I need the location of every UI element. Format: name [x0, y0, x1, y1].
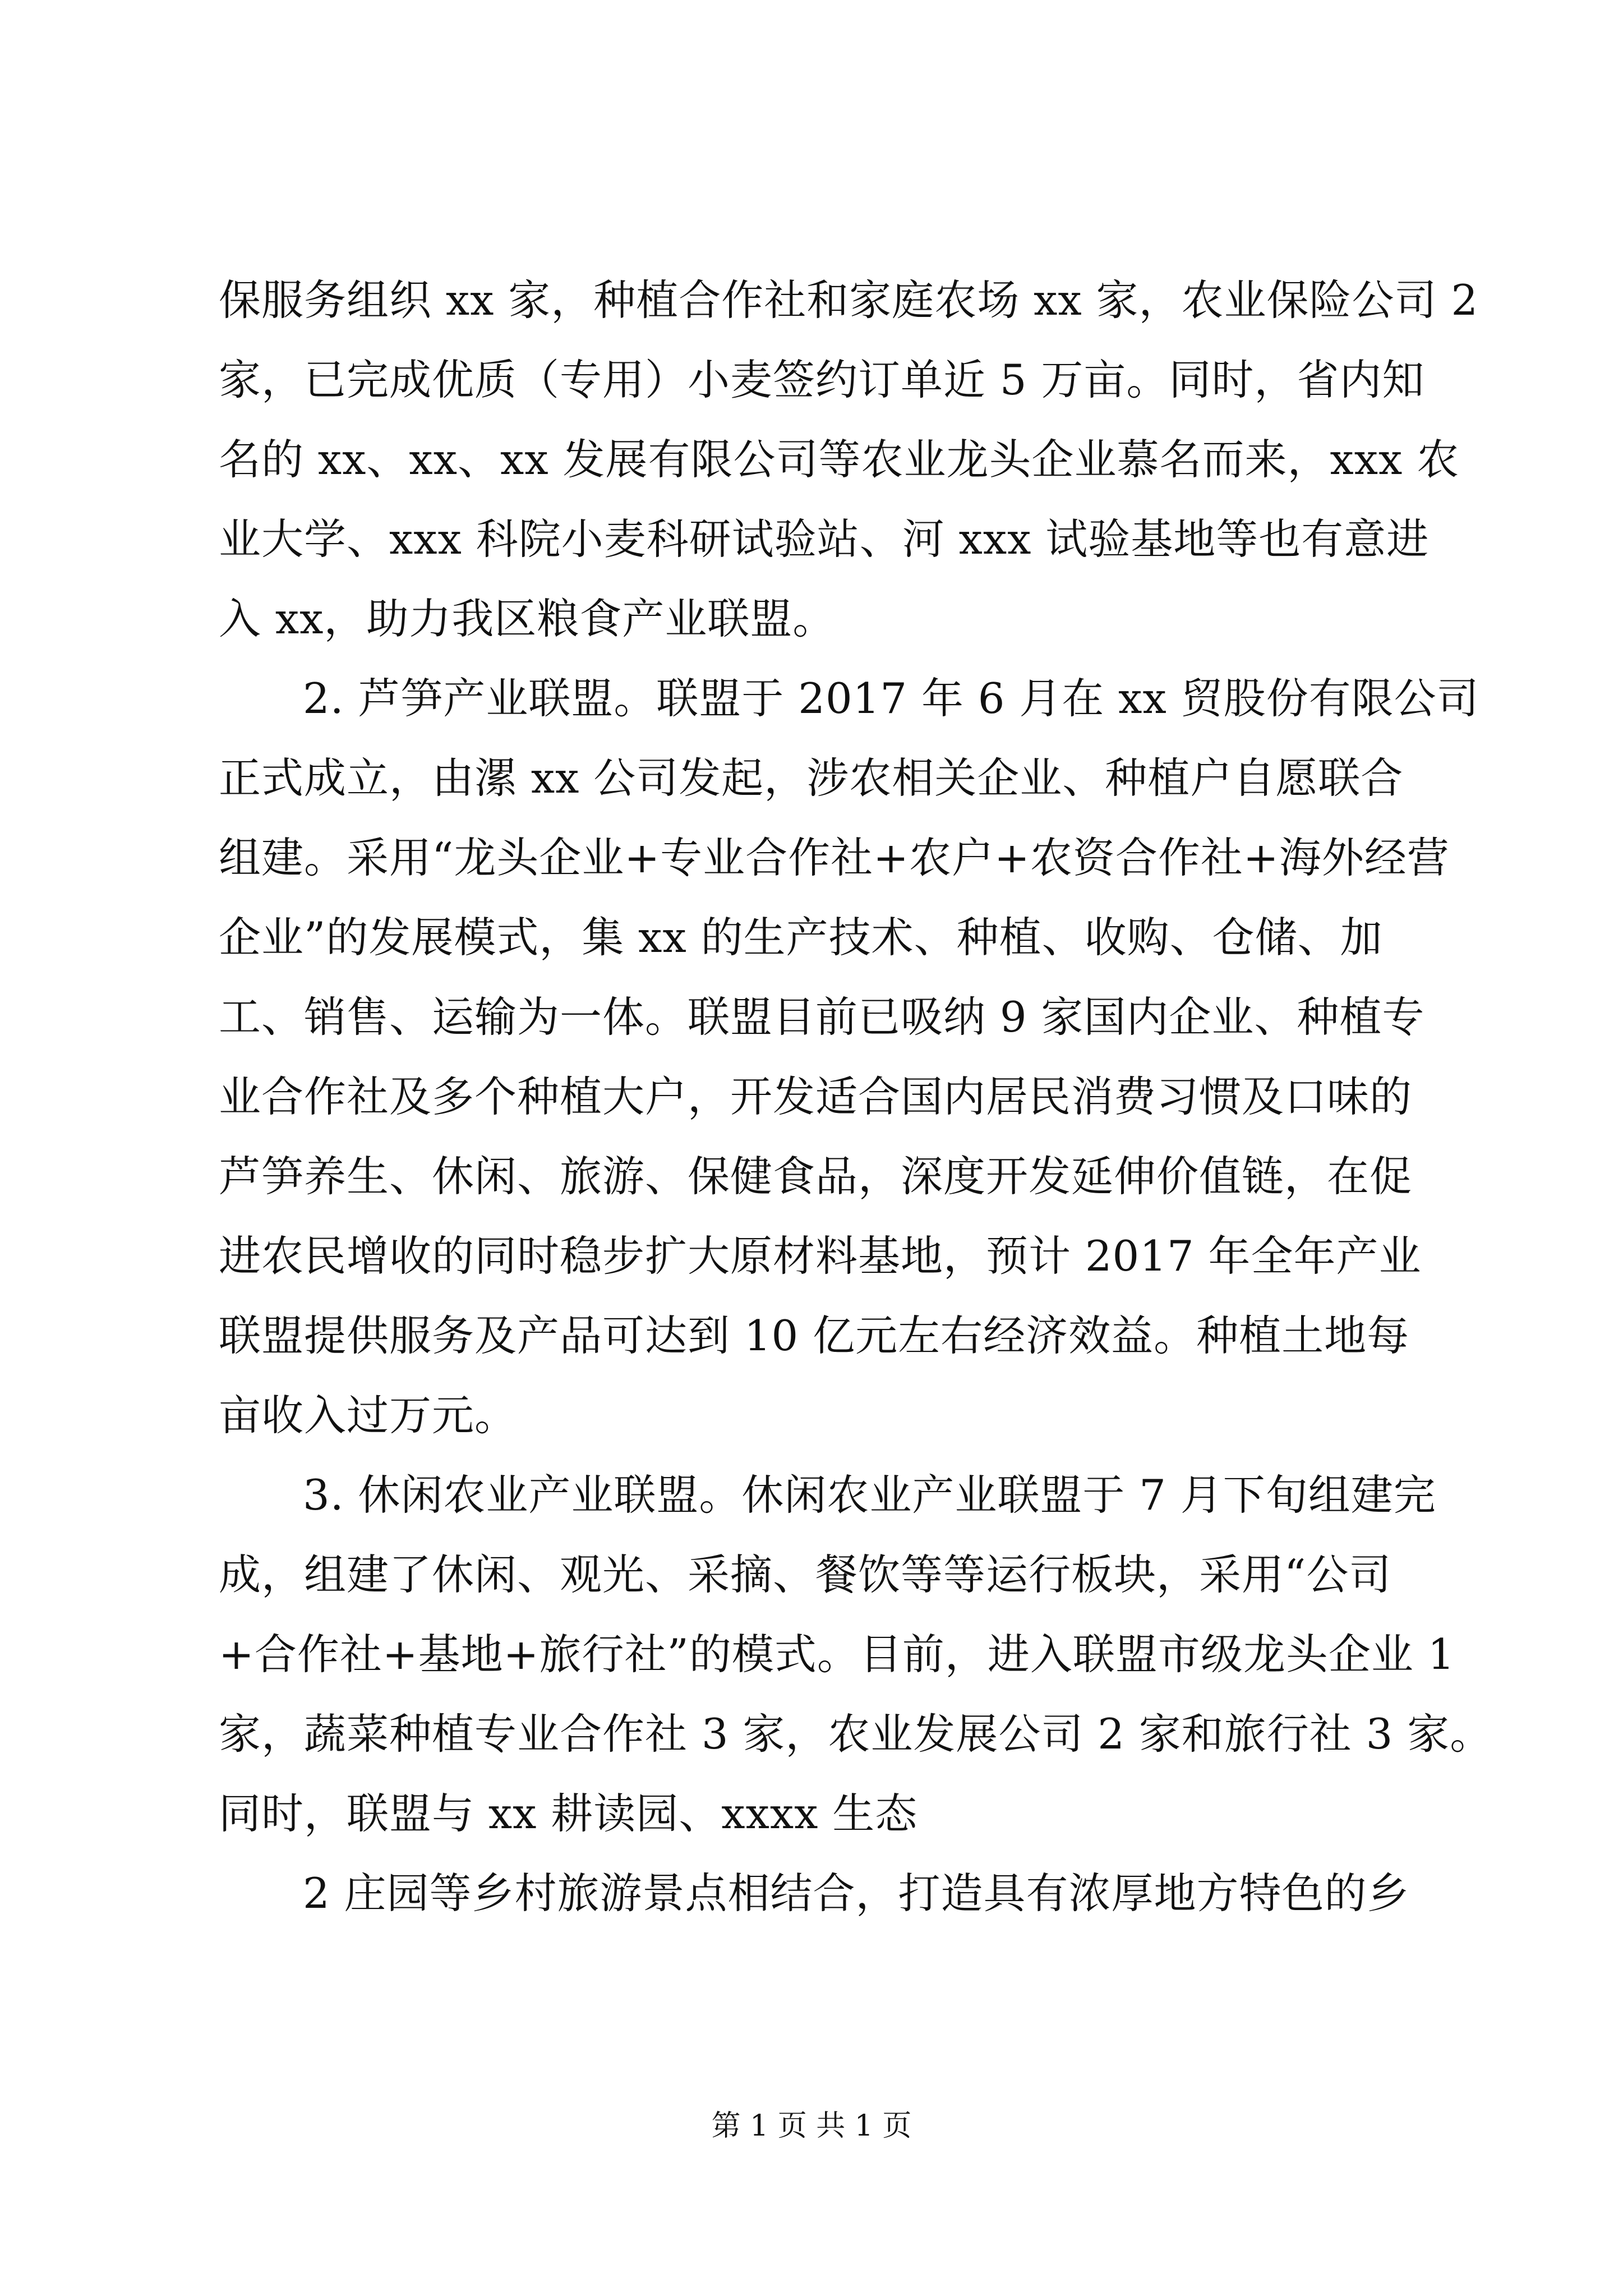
text-line: 芦笋养生、休闲、旅游、保健食品，深度开发延伸价值链，在促	[219, 1152, 1413, 1201]
text-line: 正式成立，由漯 xx 公司发起，涉农相关企业、种植户自愿联合	[219, 753, 1404, 803]
text-line: 业合作社及多个种植大户，开发适合国内居民消费习惯及口味的	[219, 1072, 1413, 1121]
text-line: 工、销售、运输为一体。联盟目前已吸纳 9 家国内企业、种植专	[219, 992, 1425, 1042]
text-line: 组建。采用“龙头企业+专业合作社+农户+农资合作社+海外经营	[219, 833, 1450, 882]
text-line: 家，蔬菜种植专业合作社 3 家，农业发展公司 2 家和旅行社 3 家。	[219, 1709, 1493, 1759]
text-line: 家，已完成优质（专用）小麦签约订单近 5 万亩。同时，省内知	[219, 355, 1425, 404]
text-line: 同时，联盟与 xx 耕读园、xxxx 生态	[219, 1789, 918, 1838]
text-line: 企业”的发展模式，集 xx 的生产技术、种植、收购、仓储、加	[219, 913, 1383, 962]
page-footer: 第 1 页 共 1 页	[711, 2109, 912, 2143]
text-line: 业大学、xxx 科院小麦科研试验站、河 xxx 试验基地等也有意进	[219, 514, 1430, 564]
text-line: 成，组建了休闲、观光、采摘、餐饮等等运行板块，采用“公司	[219, 1550, 1392, 1599]
text-line: 联盟提供服务及产品可达到 10 亿元左右经济效益。种植土地每	[219, 1311, 1410, 1360]
text-line: 2 庄园等乡村旅游景点相结合，打造具有浓厚地方特色的乡	[303, 1869, 1410, 1918]
text-line: 保服务组织 xx 家，种植合作社和家庭农场 xx 家，农业保险公司 2	[219, 275, 1479, 325]
text-line: 入 xx，助力我区粮食产业联盟。	[219, 594, 836, 643]
paragraph-2-heading-line: 2. 芦笋产业联盟。联盟于 2017 年 6 月在 xx 贸股份有限公司	[303, 674, 1479, 723]
text-line: 亩收入过万元。	[219, 1391, 518, 1440]
text-line: +合作社+基地+旅行社”的模式。目前，进入联盟市级龙头企业 1	[219, 1630, 1455, 1679]
text-line: 进农民增收的同时稳步扩大原材料基地，预计 2017 年全年产业	[219, 1231, 1422, 1281]
paragraph-3-heading-line: 3. 休闲农业产业联盟。休闲农业产业联盟于 7 月下旬组建完	[303, 1470, 1436, 1520]
text-line: 名的 xx、xx、xx 发展有限公司等农业龙头企业慕名而来，xxx 农	[219, 435, 1460, 484]
